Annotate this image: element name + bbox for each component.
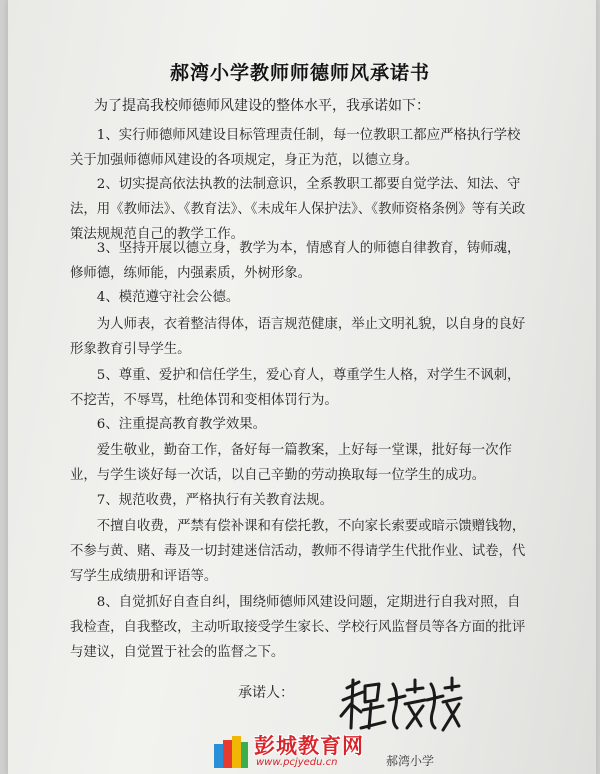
document-title: 郝湾小学教师师德师风承诺书	[169, 62, 430, 84]
handwritten-signature	[335, 670, 465, 736]
item-4-detail: 为人师表，衣着整洁得体，语言规范健康，举止文明礼貌，以自身的良好形象教育引导学生。	[70, 317, 526, 357]
watermark-name: 彭城教育网	[254, 734, 364, 758]
item-4: 4、模范遵守社会公德。	[96, 290, 240, 305]
document-intro: 为了提高我校师德师风建设的整体水平，我承诺如下：	[94, 98, 430, 114]
school-name: 郝湾小学	[386, 754, 435, 768]
item-7-detail: 不擅自收费，严禁有偿补课和有偿托教，不向家长索要或暗示馈赠钱物，不参与黄、赌、毒及一切封建迷信活动，教师不得请学生代批作业、试卷，代写学生成绩册和评语等。	[70, 519, 526, 584]
item-7: 7、规范收费，严格执行有关教育法规。	[96, 493, 333, 508]
item-6: 6、注重提高教育教学效果。	[96, 417, 267, 432]
item-3: 3、坚持开展以德立身，教学为本，情感育人的师德自律教育，铸师魂，修师德，练师能，内强素质，外树形象。	[70, 241, 521, 281]
signer-label: 承诺人：	[238, 685, 294, 701]
watermark-url: www.pcjyedu.cn	[256, 757, 338, 768]
item-1: 1、实行师德师风建设目标管理责任制，每一位教职工都应严格执行学校关于加强师德师风建设的各项规定，身正为范，以德立身。	[70, 128, 521, 168]
item-6-detail: 爱生敬业，勤奋工作，备好每一篇教案，上好每一堂课，批好每一次作业，与学生谈好每一次话，以自己辛勤的劳动换取每一位学生的成功。	[70, 443, 512, 483]
book-logo-icon	[212, 734, 250, 770]
item-8: 8、自觉抓好自查自纠，围绕师德师风建设问题，定期进行自我对照，自我检查，自我整改，主动听取接受学生家长、学校行风监督员等各方面的批评与建议，自觉置于社会的监督之下。	[70, 595, 526, 660]
site-watermark	[212, 730, 412, 774]
item-2: 2、切实提高依法执教的法制意识，全系教职工都要自觉学法、知法、守法，用《教师法》、《教育法》、《未成年人保护法》、《教师资格条例》等有关政策法规规范自己的教学工作。	[70, 177, 526, 242]
item-5: 5、尊重、爱护和信任学生，爱心育人，尊重学生人格，对学生不讽刺，不挖苦，不辱骂，杜绝体罚和变相体罚行为。	[70, 368, 521, 408]
